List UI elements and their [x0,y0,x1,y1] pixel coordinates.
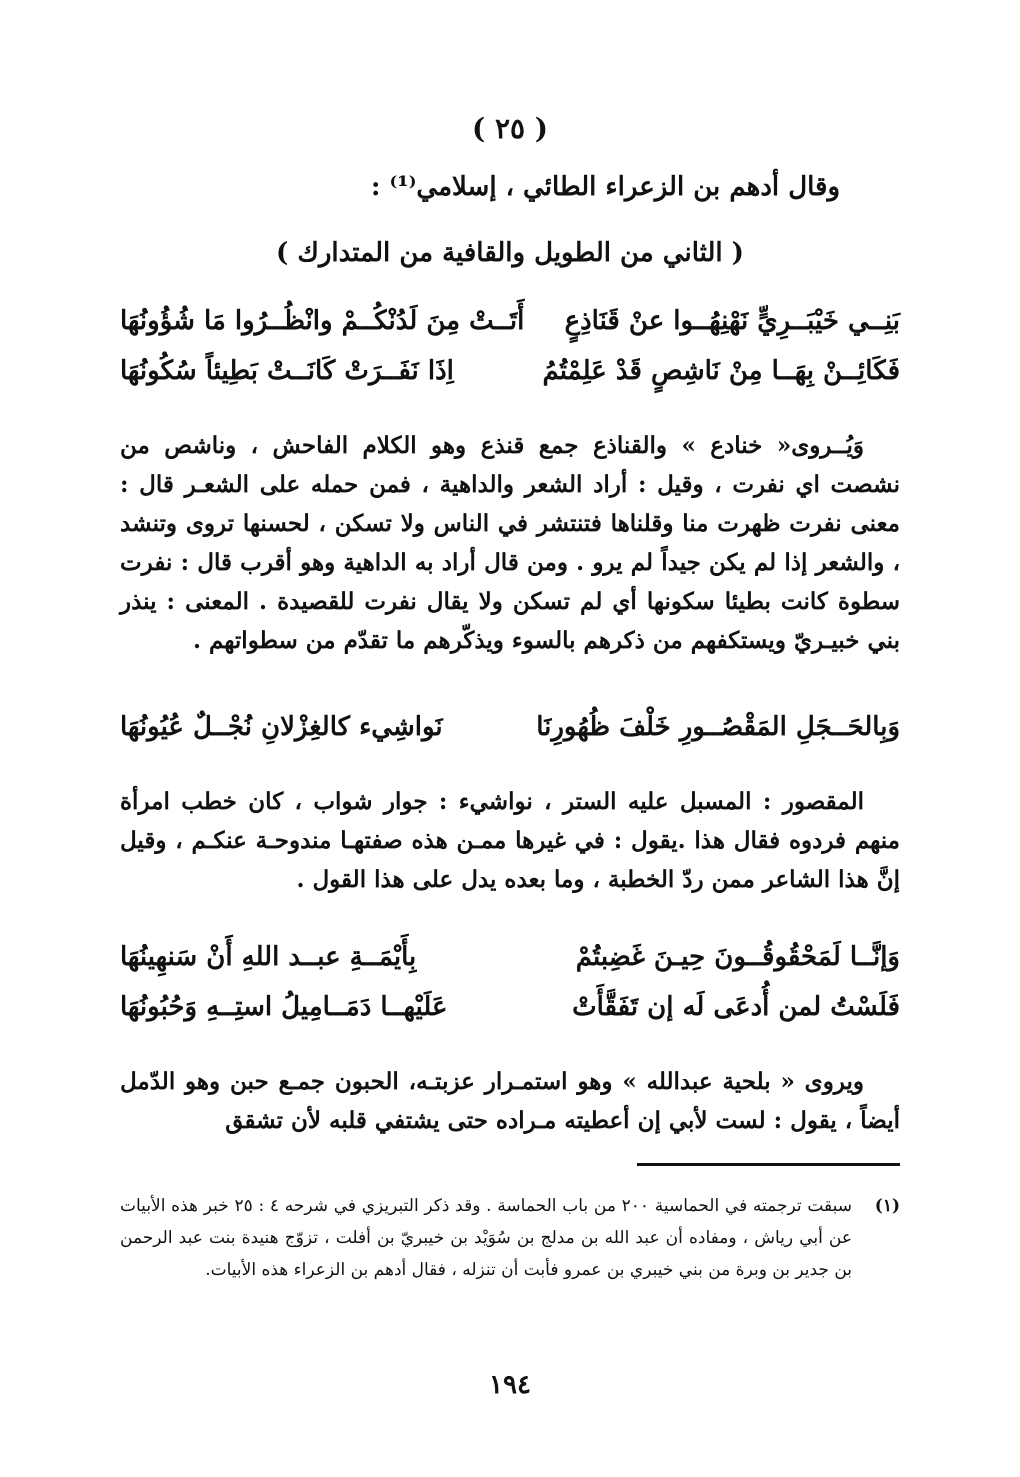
verse-first-hemistich: فَكَائِــنْ بِهَــا مِنْ نَاشِصٍ قَدْ عَلِمْتُمُ [542,356,900,386]
verse-first-hemistich: وَبِالحَــجَلِ المَقْصُــورِ خَلْفَ ظُهُورِنَا [536,712,900,742]
footnote-separator [637,1163,900,1166]
page-number: ١٩٤ [489,1370,531,1400]
verse-line [120,712,900,756]
verse-second-hemistich: نَواشِيء كالغِزْلانِ نُجْــلٌ عُيُونُهَا [120,712,443,742]
poem-intro: وقال أدهم بن الزعراء الطائي ، إسلامي⁽¹⁾ : [370,172,840,202]
verse-second-hemistich: عَلَيْهــا دَمَــامِيلُ استِــهِ وَحُبُونُهَا [120,992,448,1022]
footnote-text: سبقت ترجمته في الحماسية ٢٠٠ من باب الحماسة . وقد ذكر التبريزي في شرحه ٤ : ٢٥ خبر هذه الأبيات عن أبي رياش ، ومفاده أن عبد الله بن مدلج بن سُوَيْد بن خيبريّ بن أفلت ، تزوّج هنيدة بنت عبد الرحمن بن جدير بن وبرة من بني خيبري بن عمرو فأبت أن تنزله ، فقال أدهم بن الزعراء هذه الأبيات. [120,1196,852,1280]
poem-number: ( ٢٥ ) [471,112,549,145]
verse-second-hemistich: بِأَيْمَــةِ عبــد اللهِ أَنْ سَنهِينُهَا [120,942,417,972]
meter-note: ( الثاني من الطويل والقافية من المتدارك ) [276,238,744,268]
verse-line [120,992,900,1036]
verse-second-hemistich: اِذَا نَفَــرَتْ كَانَــتْ بَطِيئاً سُكُونُهَا [120,356,454,386]
verse-first-hemistich: فَلَسْتُ لمن أُدعَى لَه إن تَفَقَّأَتْ [572,992,900,1022]
verse-line [120,942,900,986]
commentary-paragraph: المقصور : المسبل عليه الستر ، نواشيء : جوار شواب ، كان خطب امرأة منهم فردوه فقال هذا .يقول : في غيرها ممـن هذه صفتهـا مندوحـة عنكـم ، وقيل إنَّ هذا الشاعر ممن ردّ الخطبة ، وما بعده يدل على هذا القول . [120,788,900,893]
commentary-paragraph: وَيُــروى« خنادع » والقناذع جمع قنذع وهو الكلام الفاحش ، وناشص من نشصت اي نفرت ، وقيل : أراد الشعر والداهية ، فمن حمله على الشعـر قال : معنى نفرت ظهرت منا وقلناها فتنتشر في الناس ولا تسكن ، لحسنها تروى وتنشد ، والشعر إذا لم يكن جيداً لم يرو . ومن قال أراد به الداهية وهو أقرب قال : نفرت سطوة كانت بطيئا سكونها أي لم تسكن ولا يقال نفرت للقصيدة . المعنى : ينذر بني خبيـريّ ويستكفهم من ذكرهم بالسوء ويذكّرهم ما تقدّم من سطواتهم . [120,432,900,654]
verse-first-hemistich: وَإنَّــا لَمَحْقُوقُــونَ حِيـنَ غَضِبتُمْ [575,942,900,972]
footnote-marker: (١) [874,1196,900,1216]
verse-line [120,306,900,350]
verse-line [120,356,900,400]
footnote [120,1190,900,1286]
verse-second-hemistich: أَتَــتْ مِنَ لَدُنْكُــمْ وانْظُــرُوا مَا شُؤُونُهَا [120,306,525,336]
verse-first-hemistich: بَنِــي خَيْبَــرِيٍّ نَهْنِهُــوا عنْ قَنَاذِعٍ [564,306,900,336]
commentary-paragraph: ويروى « بلحية عبدالله » وهو استمـرار عزبتـه، الحبون جمـع حبن وهو الدّمل أيضاً ، يقول : لست لأبي إن أعطيته مـراده حتى يشتفي قلبه لأن تشقق [120,1068,900,1134]
